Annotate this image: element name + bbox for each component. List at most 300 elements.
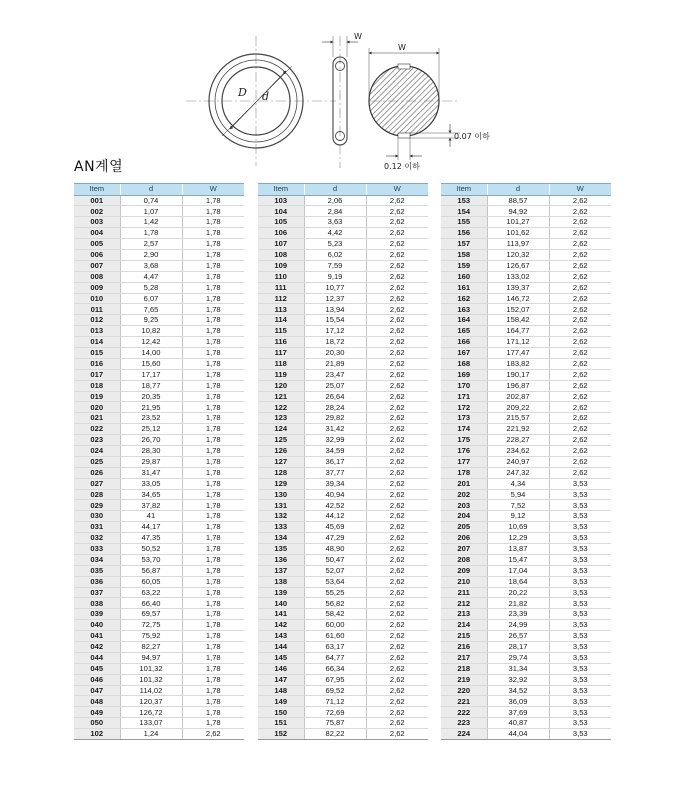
w-cell: 2,62 (549, 217, 611, 228)
w-cell: 2,62 (549, 206, 611, 217)
d-cell: 17,12 (304, 326, 366, 337)
o-ring-table-3 (441, 183, 611, 740)
table-row (258, 587, 428, 598)
table-row (74, 239, 244, 250)
w-cell: 2,62 (366, 598, 428, 609)
w-cell: 2,62 (366, 652, 428, 663)
d-cell: 25,12 (120, 424, 182, 435)
d-cell: 44,12 (304, 511, 366, 522)
item-cell: 108 (258, 249, 304, 260)
w-cell: 2,62 (549, 456, 611, 467)
table-row (441, 304, 611, 315)
item-cell: 040 (74, 620, 120, 631)
table-row (74, 424, 244, 435)
item-cell: 145 (258, 652, 304, 663)
table-row (258, 347, 428, 358)
item-cell: 019 (74, 391, 120, 402)
w-cell: 2,62 (366, 554, 428, 565)
w-cell: 2,62 (366, 358, 428, 369)
item-cell: 210 (441, 576, 487, 587)
w-cell: 2,62 (549, 239, 611, 250)
label-tolerance-1: 0.07 이하 (454, 132, 490, 141)
table-row (441, 565, 611, 576)
w-cell: 2,62 (366, 391, 428, 402)
item-cell: 138 (258, 576, 304, 587)
item-cell: 219 (441, 674, 487, 685)
table-row (258, 228, 428, 239)
item-cell: 003 (74, 217, 120, 228)
d-cell: 221,92 (487, 424, 549, 435)
w-cell: 1,78 (182, 304, 244, 315)
w-cell: 1,78 (182, 413, 244, 424)
item-cell: 201 (441, 478, 487, 489)
item-cell: 044 (74, 652, 120, 663)
item-cell: 011 (74, 304, 120, 315)
d-cell: 13,94 (304, 304, 366, 315)
w-cell: 2,62 (366, 326, 428, 337)
w-cell: 2,62 (366, 304, 428, 315)
table-row (74, 271, 244, 282)
w-cell: 2,62 (549, 282, 611, 293)
w-cell: 2,62 (366, 729, 428, 740)
table-row (258, 652, 428, 663)
d-cell: 21,95 (120, 402, 182, 413)
d-cell: 5,23 (304, 239, 366, 250)
item-cell: 214 (441, 620, 487, 631)
d-cell: 67,95 (304, 674, 366, 685)
d-cell: 146,72 (487, 293, 549, 304)
w-cell: 1,78 (182, 544, 244, 555)
item-cell: 020 (74, 402, 120, 413)
d-cell: 9,12 (487, 511, 549, 522)
item-cell: 127 (258, 456, 304, 467)
table-row (441, 718, 611, 729)
d-cell: 13,87 (487, 544, 549, 555)
w-cell: 2,62 (549, 260, 611, 271)
w-cell: 3,53 (549, 718, 611, 729)
d-cell: 31,47 (120, 467, 182, 478)
item-cell: 026 (74, 467, 120, 478)
item-cell: 177 (441, 456, 487, 467)
d-cell: 6,02 (304, 249, 366, 260)
item-cell: 164 (441, 315, 487, 326)
table-row (441, 522, 611, 533)
label-tolerance-2: 0.12 이하 (384, 162, 420, 171)
table-row (74, 663, 244, 674)
item-cell: 023 (74, 435, 120, 446)
item-cell: 107 (258, 239, 304, 250)
table-row (258, 511, 428, 522)
table-row (74, 326, 244, 337)
table-row (74, 652, 244, 663)
item-cell: 202 (441, 489, 487, 500)
item-cell: 224 (441, 729, 487, 740)
table-row (74, 206, 244, 217)
table-row (441, 489, 611, 500)
item-cell: 204 (441, 511, 487, 522)
d-cell: 209,22 (487, 402, 549, 413)
d-cell: 37,77 (304, 467, 366, 478)
item-cell: 041 (74, 631, 120, 642)
table-row (74, 195, 244, 206)
d-cell: 240,97 (487, 456, 549, 467)
item-cell: 105 (258, 217, 304, 228)
w-cell: 1,78 (182, 565, 244, 576)
d-cell: 2,57 (120, 239, 182, 250)
item-cell: 047 (74, 685, 120, 696)
table-row (258, 718, 428, 729)
w-cell: 3,53 (549, 707, 611, 718)
table-row (74, 718, 244, 729)
table-row (441, 249, 611, 260)
table-row (441, 511, 611, 522)
item-cell: 205 (441, 522, 487, 533)
d-cell: 120,37 (120, 696, 182, 707)
table-row (74, 533, 244, 544)
w-cell: 1,78 (182, 642, 244, 653)
item-cell: 109 (258, 260, 304, 271)
item-cell: 116 (258, 337, 304, 348)
d-cell: 190,17 (487, 369, 549, 380)
item-cell: 125 (258, 435, 304, 446)
item-cell: 149 (258, 696, 304, 707)
d-cell: 4,42 (304, 228, 366, 239)
table-row (258, 337, 428, 348)
item-cell: 110 (258, 271, 304, 282)
d-cell: 20,35 (120, 391, 182, 402)
item-cell: 103 (258, 195, 304, 206)
table-row (258, 293, 428, 304)
table-row (258, 522, 428, 533)
table-row (441, 424, 611, 435)
d-cell: 17,04 (487, 565, 549, 576)
item-cell: 170 (441, 380, 487, 391)
table-row (441, 544, 611, 555)
d-cell: 21,89 (304, 358, 366, 369)
w-cell: 1,78 (182, 402, 244, 413)
d-cell: 28,17 (487, 642, 549, 653)
table-row (74, 315, 244, 326)
d-cell: 126,72 (120, 707, 182, 718)
w-cell: 1,78 (182, 707, 244, 718)
table-row (441, 456, 611, 467)
table-row (258, 663, 428, 674)
d-cell: 88,57 (487, 195, 549, 206)
w-cell: 1,78 (182, 337, 244, 348)
w-cell: 2,62 (549, 228, 611, 239)
d-cell: 5,94 (487, 489, 549, 500)
d-cell: 50,47 (304, 554, 366, 565)
d-cell: 94,97 (120, 652, 182, 663)
table-row (74, 478, 244, 489)
item-cell: 144 (258, 642, 304, 653)
table-row (74, 337, 244, 348)
table-row (258, 358, 428, 369)
w-cell: 2,62 (366, 631, 428, 642)
item-cell: 141 (258, 609, 304, 620)
w-cell: 2,62 (549, 391, 611, 402)
table-row (74, 358, 244, 369)
table-row (74, 598, 244, 609)
w-cell: 1,78 (182, 206, 244, 217)
label-w-large: W (398, 43, 406, 52)
header-item: Item (74, 184, 120, 196)
item-cell: 155 (441, 217, 487, 228)
d-cell: 3,63 (304, 217, 366, 228)
w-cell: 1,78 (182, 685, 244, 696)
item-cell: 203 (441, 500, 487, 511)
d-cell: 133,02 (487, 271, 549, 282)
d-cell: 7,65 (120, 304, 182, 315)
w-cell: 3,53 (549, 674, 611, 685)
d-cell: 15,54 (304, 315, 366, 326)
d-cell: 66,40 (120, 598, 182, 609)
item-cell: 102 (74, 729, 120, 740)
item-cell: 163 (441, 304, 487, 315)
item-cell: 016 (74, 358, 120, 369)
w-cell: 1,78 (182, 347, 244, 358)
d-cell: 34,52 (487, 685, 549, 696)
table-row (74, 576, 244, 587)
w-cell: 2,62 (549, 424, 611, 435)
table-row (441, 326, 611, 337)
table-row (258, 413, 428, 424)
table-row (441, 576, 611, 587)
table-row (441, 587, 611, 598)
table-row (74, 369, 244, 380)
table-row (258, 435, 428, 446)
d-cell: 48,90 (304, 544, 366, 555)
table-row (258, 239, 428, 250)
item-cell: 012 (74, 315, 120, 326)
item-cell: 169 (441, 369, 487, 380)
item-cell: 006 (74, 249, 120, 260)
table-row (74, 554, 244, 565)
table-row (74, 293, 244, 304)
d-cell: 47,35 (120, 533, 182, 544)
w-cell: 3,53 (549, 554, 611, 565)
d-cell: 23,39 (487, 609, 549, 620)
d-cell: 177,47 (487, 347, 549, 358)
item-cell: 028 (74, 489, 120, 500)
w-cell: 1,78 (182, 282, 244, 293)
table-row (74, 391, 244, 402)
item-cell: 153 (441, 195, 487, 206)
item-cell: 213 (441, 609, 487, 620)
d-cell: 196,87 (487, 380, 549, 391)
d-cell: 101,62 (487, 228, 549, 239)
table-row (441, 696, 611, 707)
item-cell: 008 (74, 271, 120, 282)
w-cell: 1,78 (182, 217, 244, 228)
d-cell: 164,77 (487, 326, 549, 337)
table-row (74, 642, 244, 653)
d-cell: 33,05 (120, 478, 182, 489)
w-cell: 1,78 (182, 489, 244, 500)
d-cell: 34,59 (304, 445, 366, 456)
table-row (258, 685, 428, 696)
table-row (441, 620, 611, 631)
item-cell: 039 (74, 609, 120, 620)
d-cell: 152,07 (487, 304, 549, 315)
w-cell: 2,62 (366, 435, 428, 446)
w-cell: 1,78 (182, 533, 244, 544)
d-cell: 71,12 (304, 696, 366, 707)
w-cell: 3,53 (549, 511, 611, 522)
d-cell: 12,29 (487, 533, 549, 544)
d-cell: 55,25 (304, 587, 366, 598)
d-cell: 29,82 (304, 413, 366, 424)
item-cell: 048 (74, 696, 120, 707)
d-cell: 10,69 (487, 522, 549, 533)
table-row (441, 435, 611, 446)
item-cell: 175 (441, 435, 487, 446)
item-cell: 115 (258, 326, 304, 337)
d-cell: 1,24 (120, 729, 182, 740)
w-cell: 3,53 (549, 696, 611, 707)
w-cell: 1,78 (182, 456, 244, 467)
item-cell: 211 (441, 587, 487, 598)
d-cell: 56,87 (120, 565, 182, 576)
w-cell: 2,62 (549, 249, 611, 260)
table-row (74, 228, 244, 239)
w-cell: 1,78 (182, 195, 244, 206)
header-item: Item (258, 184, 304, 196)
d-cell: 37,82 (120, 500, 182, 511)
table-row (258, 533, 428, 544)
table-row (441, 554, 611, 565)
table-row (258, 369, 428, 380)
item-cell: 035 (74, 565, 120, 576)
w-cell: 2,62 (366, 369, 428, 380)
item-cell: 030 (74, 511, 120, 522)
item-cell: 151 (258, 718, 304, 729)
d-cell: 202,87 (487, 391, 549, 402)
w-cell: 2,62 (549, 271, 611, 282)
d-cell: 60,05 (120, 576, 182, 587)
w-cell: 1,78 (182, 522, 244, 533)
table-row (74, 544, 244, 555)
d-cell: 18,72 (304, 337, 366, 348)
d-cell: 7,59 (304, 260, 366, 271)
w-cell: 2,62 (549, 380, 611, 391)
w-cell: 3,53 (549, 576, 611, 587)
d-cell: 12,42 (120, 337, 182, 348)
table-row (258, 304, 428, 315)
item-cell: 130 (258, 489, 304, 500)
table-header-row (74, 184, 244, 196)
d-cell: 9,19 (304, 271, 366, 282)
d-cell: 6,07 (120, 293, 182, 304)
d-cell: 26,64 (304, 391, 366, 402)
item-cell: 166 (441, 337, 487, 348)
d-cell: 26,70 (120, 435, 182, 446)
w-cell: 1,78 (182, 511, 244, 522)
item-cell: 128 (258, 467, 304, 478)
w-cell: 3,53 (549, 565, 611, 576)
header-w: W (366, 184, 428, 196)
w-cell: 1,78 (182, 652, 244, 663)
d-cell: 24,99 (487, 620, 549, 631)
d-cell: 101,32 (120, 674, 182, 685)
table-row (258, 445, 428, 456)
d-cell: 28,30 (120, 445, 182, 456)
table-row (441, 663, 611, 674)
table-row (258, 206, 428, 217)
w-cell: 1,78 (182, 391, 244, 402)
table-row (258, 554, 428, 565)
table-row (441, 609, 611, 620)
w-cell: 3,53 (549, 489, 611, 500)
item-cell: 140 (258, 598, 304, 609)
w-cell: 2,62 (366, 718, 428, 729)
w-cell: 2,62 (549, 315, 611, 326)
item-cell: 215 (441, 631, 487, 642)
item-cell: 118 (258, 358, 304, 369)
table-row (258, 249, 428, 260)
item-cell: 126 (258, 445, 304, 456)
item-cell: 017 (74, 369, 120, 380)
d-cell: 9,25 (120, 315, 182, 326)
d-cell: 139,37 (487, 282, 549, 293)
d-cell: 61,60 (304, 631, 366, 642)
d-cell: 32,99 (304, 435, 366, 446)
w-cell: 1,78 (182, 358, 244, 369)
table-row (258, 456, 428, 467)
d-cell: 3,68 (120, 260, 182, 271)
item-cell: 143 (258, 631, 304, 642)
table-row (258, 609, 428, 620)
w-cell: 2,62 (366, 282, 428, 293)
item-cell: 010 (74, 293, 120, 304)
item-cell: 046 (74, 674, 120, 685)
item-cell: 036 (74, 576, 120, 587)
w-cell: 1,78 (182, 271, 244, 282)
item-cell: 113 (258, 304, 304, 315)
table-row (74, 445, 244, 456)
w-cell: 1,78 (182, 663, 244, 674)
item-cell: 104 (258, 206, 304, 217)
d-cell: 40,87 (487, 718, 549, 729)
w-cell: 2,62 (366, 489, 428, 500)
table-row (74, 217, 244, 228)
d-cell: 28,24 (304, 402, 366, 413)
series-title: AN계열 (74, 159, 124, 175)
item-cell: 033 (74, 544, 120, 555)
w-cell: 3,53 (549, 642, 611, 653)
item-cell: 129 (258, 478, 304, 489)
d-cell: 114,02 (120, 685, 182, 696)
label-w-small: W (354, 32, 362, 41)
item-cell: 157 (441, 239, 487, 250)
table-row (441, 369, 611, 380)
w-cell: 2,62 (366, 239, 428, 250)
d-cell: 23,52 (120, 413, 182, 424)
item-cell: 160 (441, 271, 487, 282)
item-cell: 154 (441, 206, 487, 217)
item-cell: 223 (441, 718, 487, 729)
table-row (441, 631, 611, 642)
d-cell: 5,28 (120, 282, 182, 293)
item-cell: 207 (441, 544, 487, 555)
d-cell: 31,34 (487, 663, 549, 674)
d-cell: 53,70 (120, 554, 182, 565)
w-cell: 2,62 (366, 642, 428, 653)
d-cell: 0,74 (120, 195, 182, 206)
w-cell: 2,62 (366, 337, 428, 348)
w-cell: 3,53 (549, 500, 611, 511)
w-cell: 2,62 (366, 293, 428, 304)
